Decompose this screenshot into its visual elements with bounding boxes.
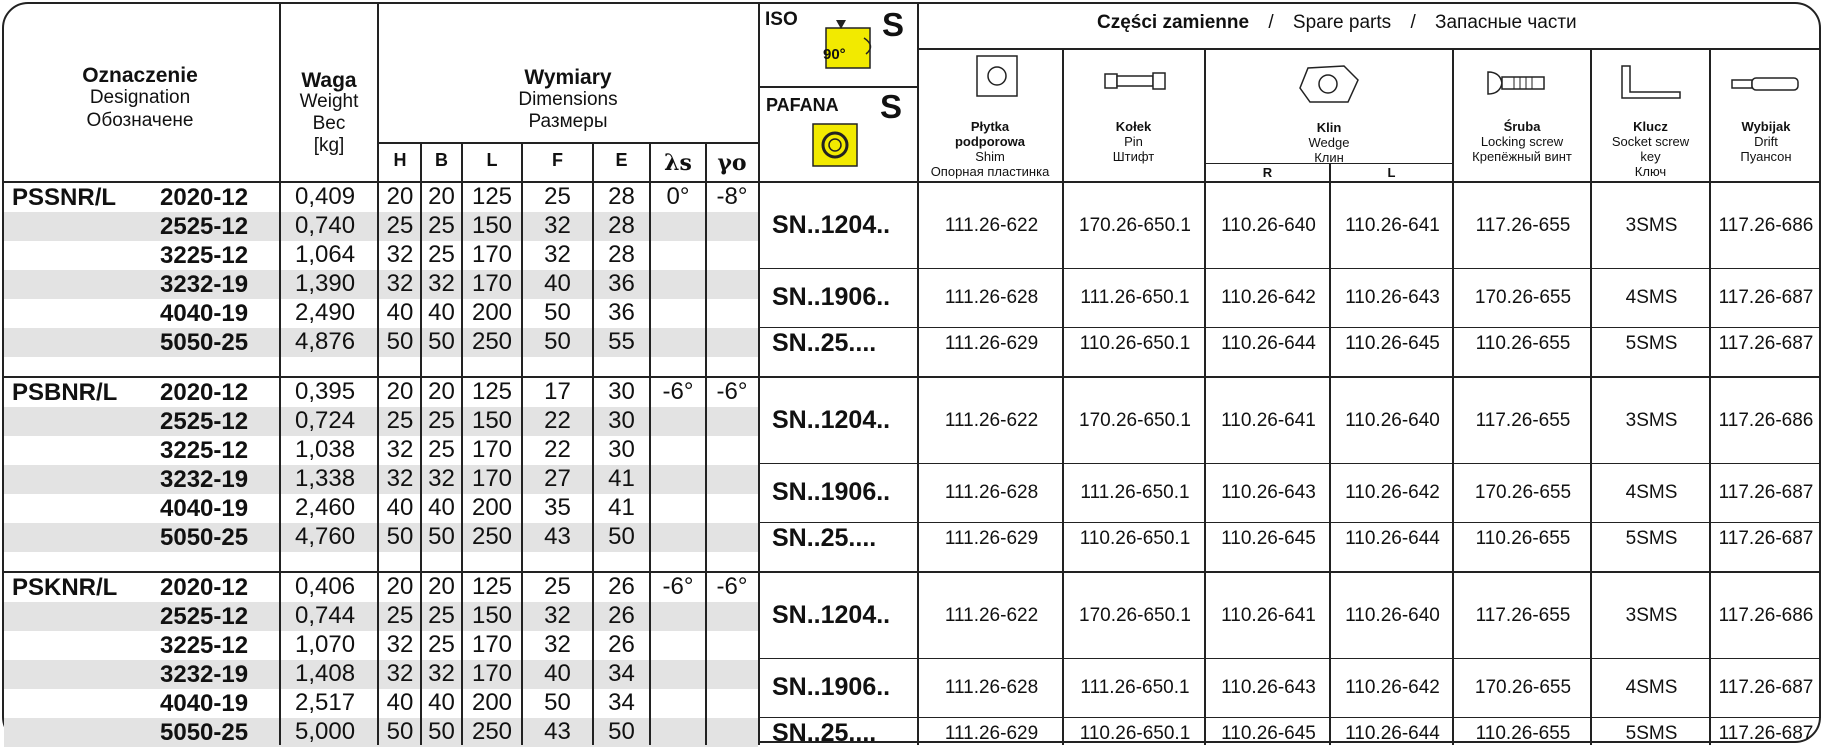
dimension-column-header-4: F: [552, 150, 563, 170]
tool-code: 2525-12: [160, 603, 249, 630]
spare-part-number: 110.26-640: [1221, 214, 1316, 236]
spare-title-sep-1: /: [1268, 12, 1274, 33]
grid-line: [592, 143, 594, 745]
spare-part-number: 110.26-645: [1221, 722, 1316, 744]
dimension-value: 26: [608, 573, 635, 600]
insert-designation: SN..1906..: [772, 673, 891, 701]
dimension-value: 32: [544, 602, 571, 629]
weight-header-pl: Waga: [301, 69, 357, 92]
family-name: PSSNR/L: [12, 184, 117, 211]
spare-part-number: 110.26-655: [1475, 527, 1571, 549]
dimension-value: 28: [608, 241, 635, 268]
wedge-sub-l: L: [1387, 165, 1396, 180]
screw-label-ru: Крепёжный винт: [1472, 149, 1572, 164]
insert-designation: SN..25....: [772, 328, 877, 357]
dimension-value: 40: [544, 270, 571, 297]
dimension-value: 125: [471, 573, 513, 600]
pafana-label: PAFANA: [766, 95, 839, 115]
key-label-ru: Ключ: [1634, 164, 1667, 179]
spare-part-number: 111.26-650.1: [1080, 677, 1190, 698]
tool-code: 2020-12: [160, 574, 249, 601]
dimension-column-header-6: λs: [664, 150, 692, 176]
spare-part-number: 117.26-686: [1718, 214, 1814, 236]
dimension-value: 170: [471, 241, 513, 268]
spare-part-number: 4SMS: [1625, 482, 1678, 503]
key-label-en-2: key: [1640, 149, 1661, 164]
pafana-letter: S: [880, 88, 903, 125]
spare-part-number: 117.26-687: [1718, 332, 1814, 354]
dimension-value: 22: [544, 436, 571, 463]
dimension-value: 125: [471, 378, 513, 405]
spare-title-pl: Części zamienne: [1097, 12, 1250, 33]
spare-part-number: 110.26-643: [1345, 287, 1440, 308]
spare-title-sep-2: /: [1410, 12, 1416, 33]
family-name: PSBNR/L: [12, 379, 118, 406]
spare-part-number: 5SMS: [1625, 527, 1678, 549]
dimension-value: 55: [608, 328, 635, 355]
dimension-value: 40: [428, 689, 455, 716]
spare-part-number: 117.26-655: [1475, 604, 1571, 626]
grid-line: [760, 86, 917, 88]
dimension-value: 32: [386, 436, 414, 463]
dimension-value: 200: [471, 299, 513, 326]
grid-line: [420, 143, 422, 745]
pin-label-pl: Kołek: [1115, 119, 1152, 134]
weight-value: 1,064: [295, 241, 356, 268]
spare-part-number: 110.26-642: [1221, 287, 1316, 308]
dimension-value: 150: [471, 602, 513, 629]
dimension-value: 25: [544, 573, 571, 600]
spare-part-number: 110.26-645: [1345, 332, 1440, 354]
designation-header-pl: Oznaczenie: [82, 64, 198, 87]
spare-part-number: 170.26-650.1: [1079, 214, 1191, 236]
dimension-value: 32: [544, 241, 571, 268]
iso-label: ISO: [765, 9, 798, 30]
dimension-value: 50: [428, 718, 455, 745]
dimension-value: 50: [386, 523, 414, 550]
spare-part-number: 110.26-640: [1345, 409, 1440, 431]
dimension-value: 34: [608, 689, 635, 716]
spare-part-number: 170.26-655: [1474, 287, 1572, 308]
spare-part-number: 110.26-643: [1221, 677, 1316, 698]
tool-code: 2525-12: [160, 213, 249, 240]
grid-line: [4, 376, 1821, 378]
dimension-value: 32: [386, 270, 414, 297]
dimension-value: 30: [608, 407, 635, 434]
tool-code: 3225-12: [160, 437, 249, 464]
grid-line: [279, 2, 281, 745]
dimension-value: 50: [386, 328, 414, 355]
dimension-value: 25: [428, 241, 455, 268]
grid-line: [760, 327, 1821, 328]
spare-part-number: 111.26-628: [944, 482, 1039, 503]
drift-label-ru: Пуансон: [1740, 149, 1792, 164]
dimension-value: 32: [544, 212, 571, 239]
tool-code: 2020-12: [160, 379, 249, 406]
spare-part-number: 170.26-650.1: [1079, 409, 1191, 431]
angle-value: -6°: [716, 378, 748, 405]
spare-part-number: 110.26-650.1: [1079, 527, 1191, 549]
weight-value: 1,070: [295, 631, 356, 658]
dimension-value: 40: [386, 494, 414, 521]
tool-code: 3232-19: [160, 466, 249, 493]
spare-part-number: 117.26-655: [1475, 409, 1571, 431]
tool-code: 2525-12: [160, 408, 249, 435]
insert-designation: SN..1906..: [772, 283, 891, 311]
spare-part-number: 111.26-629: [944, 332, 1039, 354]
dimension-value: 25: [544, 183, 571, 210]
spare-part-number: 110.26-641: [1345, 214, 1440, 236]
grid-line: [461, 143, 463, 745]
grid-line: [760, 658, 1821, 659]
iso-letter: S: [882, 6, 905, 43]
tool-code: 5050-25: [160, 719, 249, 746]
drift-icon: [1730, 76, 1802, 92]
grid-line: [1709, 49, 1711, 745]
dimension-value: 20: [428, 183, 455, 210]
family-name: PSKNR/L: [12, 574, 118, 601]
dimension-value: 50: [608, 523, 635, 550]
dimension-value: 50: [428, 523, 455, 550]
spare-part-number: 110.26-641: [1221, 604, 1316, 626]
screw-label-en: Locking screw: [1480, 134, 1564, 149]
dimension-value: 250: [471, 523, 513, 550]
dimension-value: 26: [608, 631, 635, 658]
dimension-value: 40: [428, 299, 455, 326]
grid-line: [760, 717, 1821, 718]
dimension-value: 250: [471, 718, 513, 745]
spare-part-number: 117.26-687: [1718, 677, 1814, 698]
dimension-value: 32: [386, 241, 414, 268]
dimension-value: 22: [544, 407, 571, 434]
dimension-value: 50: [386, 718, 414, 745]
dimension-value: 43: [544, 523, 571, 550]
spare-part-number: 110.26-655: [1475, 722, 1571, 744]
spare-part-number: 4SMS: [1625, 677, 1678, 698]
dimensions-header-en: Dimensions: [518, 89, 618, 110]
spare-part-number: 111.26-622: [944, 214, 1039, 236]
grid-line: [760, 463, 1821, 464]
pin-label-ru: Штифт: [1112, 149, 1155, 164]
dimension-value: 40: [428, 494, 455, 521]
spare-part-number: 117.26-687: [1718, 527, 1814, 549]
dimension-value: 170: [471, 631, 513, 658]
weight-value: 1,408: [295, 660, 356, 687]
drift-label-en: Drift: [1754, 134, 1778, 149]
dimension-value: 50: [544, 299, 571, 326]
wedge-label-ru: Клин: [1314, 150, 1344, 162]
spare-part-number: 117.26-687: [1718, 287, 1814, 308]
dimension-column-header-3: L: [486, 150, 498, 170]
shim-label-pl-1: Płytka: [970, 119, 1010, 134]
dimension-value: 170: [471, 270, 513, 297]
grid-line: [1206, 163, 1452, 164]
weight-value: 0,409: [295, 183, 356, 210]
screw-label-pl: Śruba: [1503, 119, 1541, 134]
screw-icon: [1484, 70, 1550, 96]
angle-value: -6°: [662, 573, 694, 600]
dimension-value: 43: [544, 718, 571, 745]
dimension-value: 34: [608, 660, 635, 687]
spare-part-number: 3SMS: [1625, 214, 1678, 236]
spare-title-ru: Запасные части: [1435, 12, 1577, 33]
shim-label-en: Shim: [975, 149, 1005, 164]
weight-value: 4,760: [295, 523, 356, 550]
dimension-value: 25: [386, 212, 414, 239]
dimension-value: 32: [386, 660, 414, 687]
grid-line: [760, 268, 1821, 269]
insert-designation: SN..1204..: [772, 405, 891, 434]
dimension-column-header-1: H: [393, 150, 407, 170]
spare-part-number: 110.26-641: [1221, 409, 1316, 431]
spare-part-number: 111.26-650.1: [1080, 482, 1190, 503]
tool-code: 4040-19: [160, 690, 249, 717]
grid-line: [1590, 49, 1592, 745]
dimension-value: 32: [428, 270, 455, 297]
dimension-value: 20: [386, 573, 414, 600]
dimension-value: 28: [608, 183, 635, 210]
spare-part-number: 170.26-650.1: [1079, 604, 1191, 626]
grid-line: [705, 143, 707, 745]
weight-value: 1,038: [295, 436, 356, 463]
dimension-value: 32: [544, 631, 571, 658]
dimension-value: 35: [544, 494, 571, 521]
dimension-value: 250: [471, 328, 513, 355]
spare-part-number: 111.26-628: [944, 287, 1039, 308]
spare-part-number: 111.26-622: [944, 604, 1039, 626]
wedge-sub-r: R: [1262, 165, 1273, 180]
spare-part-number: 111.26-650.1: [1080, 287, 1190, 308]
dimension-value: 25: [428, 407, 455, 434]
insert-designation: SN..25....: [772, 718, 877, 747]
spare-part-number: 111.26-628: [944, 677, 1039, 698]
angle-value: -6°: [716, 573, 748, 600]
tool-code: 4040-19: [160, 495, 249, 522]
shim-label-ru: Опорная пластинка: [930, 164, 1050, 179]
dimension-value: 25: [428, 631, 455, 658]
pin-icon: [1103, 70, 1169, 92]
dimension-value: 50: [544, 328, 571, 355]
weight-value: 0,744: [295, 602, 356, 629]
spare-part-number: 117.26-655: [1475, 214, 1571, 236]
grid-line: [760, 522, 1821, 523]
dimension-value: 170: [471, 465, 513, 492]
weight-value: 1,390: [295, 270, 356, 297]
dimension-value: 27: [544, 465, 571, 492]
spare-part-number: 110.26-645: [1221, 527, 1316, 549]
insert-designation: SN..25....: [772, 523, 877, 552]
tool-code: 3225-12: [160, 632, 249, 659]
dimension-value: 200: [471, 494, 513, 521]
grid-line: [4, 571, 1821, 573]
weight-header-unit: [kg]: [313, 135, 345, 156]
dimensions-header-ru: Размеры: [528, 111, 608, 132]
weight-value: 0,395: [295, 378, 356, 405]
angle-value: -8°: [716, 183, 748, 210]
spare-part-number: 110.26-642: [1345, 677, 1440, 698]
dimension-value: 150: [471, 407, 513, 434]
weight-value: 0,724: [295, 407, 356, 434]
dimensions-header-pl: Wymiary: [524, 66, 612, 89]
spare-part-number: 110.26-642: [1345, 482, 1440, 503]
spare-part-number: 110.26-644: [1221, 332, 1316, 354]
angle-value: -6°: [662, 378, 694, 405]
dimension-value: 41: [608, 494, 635, 521]
insert-designation: SN..1204..: [772, 210, 891, 239]
grid-line: [4, 181, 1821, 183]
dimension-value: 25: [428, 436, 455, 463]
spare-part-number: 110.26-650.1: [1079, 722, 1191, 744]
dimension-value: 17: [544, 378, 571, 405]
key-label-pl: Klucz: [1633, 119, 1668, 134]
dimension-value: 50: [428, 328, 455, 355]
grid-line: [379, 142, 758, 144]
tool-code: 3232-19: [160, 661, 249, 688]
dimension-value: 36: [608, 299, 635, 326]
weight-value: 2,490: [295, 299, 356, 326]
dimension-value: 40: [386, 299, 414, 326]
dimension-value: 20: [428, 378, 455, 405]
dimension-value: 170: [471, 436, 513, 463]
dimension-value: 25: [386, 407, 414, 434]
designation-header-en: Designation: [89, 87, 191, 108]
dimension-value: 41: [608, 465, 635, 492]
spare-part-number: 117.26-687: [1718, 722, 1814, 744]
spare-part-number: 117.26-686: [1718, 604, 1814, 626]
spare-part-number: 5SMS: [1625, 722, 1678, 744]
grid-line: [1452, 49, 1454, 745]
angle-value: 0°: [666, 183, 690, 210]
dimension-column-header-5: E: [615, 150, 628, 170]
dimension-value: 25: [428, 602, 455, 629]
spare-part-number: 117.26-686: [1718, 409, 1814, 431]
grid-line: [919, 48, 1821, 50]
dimension-value: 32: [386, 465, 414, 492]
spare-part-number: 111.26-622: [944, 409, 1039, 431]
shim-label-pl-2: podporowa: [954, 134, 1026, 149]
spare-part-number: 4SMS: [1625, 287, 1678, 308]
dimension-value: 170: [471, 660, 513, 687]
tool-code: 5050-25: [160, 524, 249, 551]
dimension-column-header-7: γo: [717, 150, 747, 176]
grid-line: [1204, 49, 1206, 745]
key-icon: [1618, 62, 1684, 102]
spare-part-number: 110.26-644: [1345, 527, 1440, 549]
tool-code: 5050-25: [160, 329, 249, 356]
dimension-value: 20: [386, 378, 414, 405]
weight-value: 2,517: [295, 689, 356, 716]
dimension-value: 40: [544, 660, 571, 687]
pin-label-en: Pin: [1124, 134, 1143, 149]
spare-part-number: 111.26-629: [944, 527, 1039, 549]
wedge-label-en: Wedge: [1308, 135, 1350, 150]
grid-line: [521, 143, 523, 745]
iso-angle: 90°: [823, 46, 846, 63]
dimension-value: 32: [386, 631, 414, 658]
spare-part-number: 110.26-640: [1345, 604, 1440, 626]
spare-part-number: 3SMS: [1625, 604, 1678, 626]
dimension-value: 30: [608, 378, 635, 405]
weight-header-ru: Вес: [312, 113, 346, 134]
dimension-value: 50: [608, 718, 635, 745]
weight-value: 0,406: [295, 573, 356, 600]
spare-part-number: 117.26-687: [1718, 482, 1814, 503]
dimension-value: 25: [386, 602, 414, 629]
weight-value: 1,338: [295, 465, 356, 492]
dimension-value: 32: [428, 465, 455, 492]
dimension-value: 50: [544, 689, 571, 716]
spare-parts-title: [1097, 12, 1577, 34]
dimension-value: 200: [471, 689, 513, 716]
weight-value: 4,876: [295, 328, 356, 355]
grid-line: [377, 2, 379, 745]
wedge-icon: [1296, 62, 1362, 106]
dimension-value: 28: [608, 212, 635, 239]
dimension-value: 25: [428, 212, 455, 239]
weight-value: 0,740: [295, 212, 356, 239]
spare-part-number: 110.26-644: [1345, 722, 1440, 744]
dimension-value: 36: [608, 270, 635, 297]
dimension-value: 40: [386, 689, 414, 716]
tool-code: 3232-19: [160, 271, 249, 298]
weight-value: 2,460: [295, 494, 356, 521]
weight-value: 5,000: [295, 718, 356, 745]
dimension-value: 30: [608, 436, 635, 463]
key-label-en-1: Socket screw: [1611, 134, 1690, 149]
spare-part-number: 3SMS: [1625, 409, 1678, 431]
spare-part-number: 170.26-655: [1474, 677, 1572, 698]
tool-code: 3225-12: [160, 242, 249, 269]
pafana-insert-icon: [812, 123, 858, 167]
dimension-value: 20: [428, 573, 455, 600]
dimension-column-header-2: B: [435, 150, 448, 170]
grid-line: [1062, 49, 1064, 745]
spare-part-number: 5SMS: [1625, 332, 1678, 354]
spare-part-number: 110.26-655: [1475, 332, 1571, 354]
shim-icon: [975, 54, 1019, 98]
weight-header-en: Weight: [299, 91, 359, 112]
insert-designation: SN..1204..: [772, 600, 891, 629]
drift-label-pl: Wybijak: [1741, 119, 1791, 134]
spare-part-number: 170.26-655: [1474, 482, 1572, 503]
wedge-label-pl: Klin: [1316, 120, 1342, 135]
dimension-value: 26: [608, 602, 635, 629]
dimension-value: 20: [386, 183, 414, 210]
grid-line: [917, 2, 919, 745]
designation-header-ru: Обозначене: [86, 110, 194, 131]
dimension-value: 32: [428, 660, 455, 687]
tool-code: 4040-19: [160, 300, 249, 327]
dimension-value: 150: [471, 212, 513, 239]
insert-designation: SN..1906..: [772, 478, 891, 506]
tool-code: 2020-12: [160, 184, 249, 211]
spare-part-number: 110.26-650.1: [1079, 332, 1191, 354]
grid-line: [649, 143, 651, 745]
dimension-value: 125: [471, 183, 513, 210]
grid-line: [758, 2, 760, 745]
spare-title-en: Spare parts: [1292, 12, 1392, 33]
spare-part-number: 111.26-629: [944, 722, 1039, 744]
spare-part-number: 110.26-643: [1221, 482, 1316, 503]
